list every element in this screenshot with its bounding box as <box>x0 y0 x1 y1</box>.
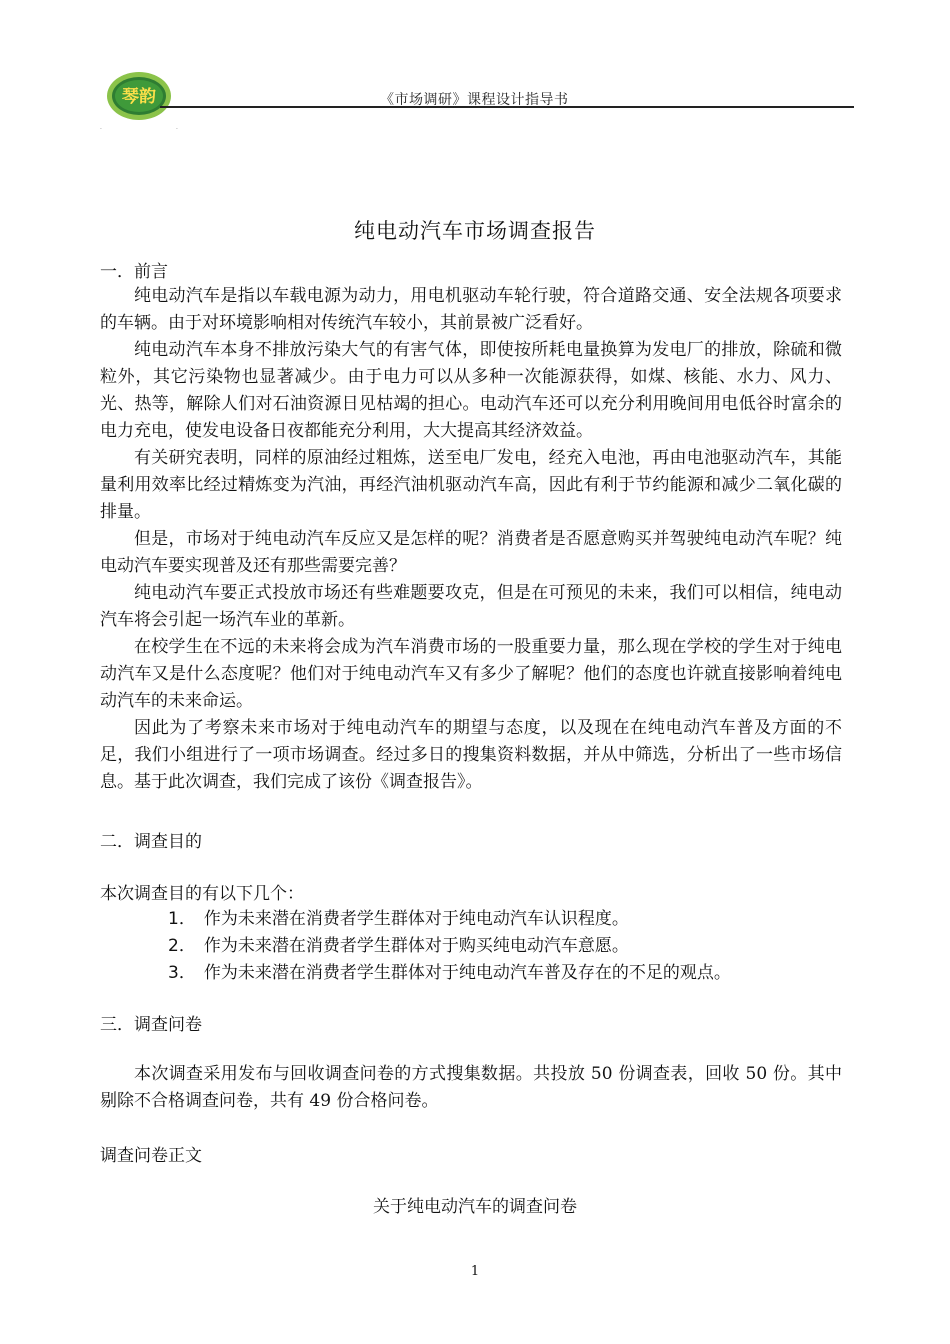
paragraph: 本次调查采用发布与回收调查问卷的方式搜集数据。共投放 50 份调查表，回收 50 份。其中剔除不合格调查问卷，共有 49 份合格问卷。 <box>100 1064 842 1111</box>
paragraph: 但是，市场对于纯电动汽车反应又是怎样的呢？消费者是否愿意购买并驾驶纯电动汽车呢？纯电动汽车要实现普及还有那些需要完善？ <box>100 529 842 576</box>
paragraph: 纯电动汽车是指以车载电源为动力，用电机驱动车轮行驶，符合道路交通、安全法规各项要求的车辆。由于对环境影响相对传统汽车较小，其前景被广泛看好。 <box>100 286 842 333</box>
logo-text: 琴韵 <box>122 87 156 107</box>
list-number: 3． <box>168 963 196 983</box>
logo <box>106 70 172 122</box>
header-rule <box>160 106 854 108</box>
section-heading-purpose: 二．调查目的 <box>100 832 202 852</box>
section-heading-preface: 一．前言 <box>100 262 168 282</box>
list-text: 作为未来潜在消费者学生群体对于购买纯电动汽车意愿。 <box>203 936 629 956</box>
list-item <box>168 904 629 929</box>
preface-body <box>100 283 842 796</box>
decorative-dot: · <box>100 126 102 133</box>
decorative-dot: · <box>176 126 178 133</box>
section-heading-questionnaire: 三．调查问卷 <box>100 1015 202 1035</box>
questionnaire-body <box>100 1061 842 1115</box>
paragraph: 纯电动汽车要正式投放市场还有些难题要攻克，但是在可预见的未来，我们可以相信，纯电动汽车将会引起一场汽车业的革新。 <box>100 583 842 630</box>
page-number: 1 <box>470 1264 480 1279</box>
questionnaire-body-label: 调查问卷正文 <box>100 1146 202 1166</box>
list-number: 1． <box>168 909 196 929</box>
paragraph: 在校学生在不远的未来将会成为汽车消费市场的一股重要力量，那么现在学校的学生对于纯电动汽车又是什么态度呢？他们对于纯电动汽车又有多少了解呢？他们的态度也许就直接影响着纯电动汽车的未来命运。 <box>100 637 842 711</box>
list-text: 作为未来潜在消费者学生群体对于纯电动汽车普及存在的不足的观点。 <box>203 963 731 983</box>
list-item <box>168 931 629 956</box>
header-title: 《市场调研》课程设计指导书 <box>380 92 569 108</box>
paragraph: 因此为了考察未来市场对于纯电动汽车的期望与态度，以及现在在纯电动汽车普及方面的不足，我们小组进行了一项市场调查。经过多日的搜集资料数据，并从中筛选，分析出了一些市场信息。基于此次调查，我们完成了该份《调查报告》。 <box>100 718 842 792</box>
document-title: 纯电动汽车市场调查报告 <box>354 219 596 243</box>
paragraph: 纯电动汽车本身不排放污染大气的有害气体，即使按所耗电量换算为发电厂的排放，除硫和微粒外，其它污染物也显著减少。由于电力可以从多种一次能源获得，如煤、核能、水力、风力、光、热等，解除人们对石油资源日见枯竭的担心。电动汽车还可以充分利用晚间用电低谷时富余的电力充电，使发电设备日夜都能充分利用，大大提高其经济效益。 <box>100 340 842 441</box>
questionnaire-title: 关于纯电动汽车的调查问卷 <box>373 1197 577 1217</box>
list-text: 作为未来潜在消费者学生群体对于纯电动汽车认识程度。 <box>203 909 629 929</box>
purpose-intro: 本次调查目的有以下几个： <box>100 884 304 904</box>
list-item <box>168 958 731 983</box>
paragraph: 有关研究表明，同样的原油经过粗炼，送至电厂发电，经充入电池，再由电池驱动汽车，其能量利用效率比经过精炼变为汽油，再经汽油机驱动汽车高，因此有利于节约能源和减少二氧化碳的排量。 <box>100 448 842 522</box>
list-number: 2． <box>168 936 196 956</box>
